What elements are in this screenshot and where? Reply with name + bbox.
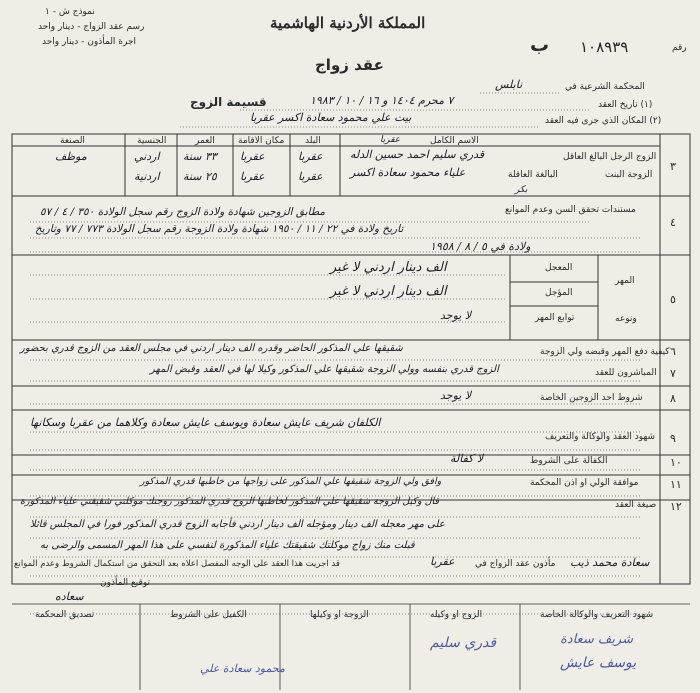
- contract-place-label: (٢) المكان الذي جرى فيه العقد: [545, 116, 662, 126]
- contract-date-value: ٧ محرم ١٤٠٤ و ١٦ / ١٠ / ١٩٨٣: [310, 94, 454, 107]
- guarantor-label: الكفيل على الشروط: [170, 610, 247, 620]
- groom-residence: عقربا: [240, 150, 265, 163]
- header-age: العمر: [195, 136, 215, 146]
- kingdom-title: المملكة الأردنية الهاشمية: [270, 14, 426, 32]
- mazoun-place: عقربا: [430, 555, 455, 568]
- court-value: نابلس: [495, 78, 523, 91]
- groom-nationality: اردني: [134, 150, 160, 163]
- bride-residence: عقربا: [240, 170, 265, 183]
- bride-label-2: البالغة العاقلة: [508, 170, 558, 180]
- groom-age: ٣٣ سنة: [183, 150, 217, 163]
- row10-value: لا كفالة: [450, 452, 484, 465]
- groom-sign-label: الزوج او وكيله: [430, 610, 483, 620]
- court-label: المحكمة الشرعية في: [565, 82, 645, 92]
- witnesses-label: شهود التعريف والوكالة الخاصة: [540, 610, 654, 620]
- mazoun-sign-label: توقيع المأذون: [100, 578, 150, 588]
- fee-mazoun: اجرة المأذون - دينار واحد: [42, 37, 137, 47]
- row12-label: صيغة العقد: [615, 500, 657, 510]
- bride-status: بكر: [515, 185, 528, 195]
- bride-town: عقربا: [298, 170, 323, 183]
- row-number-6: ٦: [670, 345, 676, 358]
- deferred-value: الف دينار اردني لا غير: [330, 284, 447, 299]
- row-number-12: ١٢: [670, 500, 682, 513]
- row-number-8: ٨: [670, 392, 676, 405]
- row-number-11: ١١: [670, 478, 682, 491]
- bride-signature: محمود سعادة علي: [200, 662, 285, 675]
- contract-place-value: بيت علي محمود سعادة اكسر عقربا: [250, 111, 412, 124]
- mahr-type-label: ونوعه: [615, 314, 637, 324]
- form-number: نموذج ش - ١: [45, 7, 95, 17]
- deferred-label: المؤجل: [545, 288, 573, 298]
- row6-label: كيفية دفع المهر وقبضه ولي الزوجة: [540, 347, 670, 357]
- row7-label: المباشرون للعقد: [595, 368, 657, 378]
- sigha-line-2: على مهر معجله الف دينار ومؤجله الف دينار اردني فأجابه الزوج قدري المذكور فورا في المجلس قائلا: [30, 519, 445, 530]
- header-residence: مكان الاقامة: [238, 136, 285, 146]
- groom-profession: موظف: [55, 150, 87, 163]
- row9-label: شهود العقد والوكالة والتعريف: [545, 432, 656, 442]
- row-number-7: ٧: [670, 367, 676, 380]
- groom-signature: قدري سليم: [430, 635, 497, 651]
- header-nationality: الجنسية: [137, 136, 167, 146]
- bride-label: الزوجة البنت: [605, 170, 653, 180]
- row-number-3: ٣: [670, 160, 676, 173]
- row8-value: لا يوجد: [440, 389, 472, 402]
- documents-label: مستندات تحقق السن وعدم الموانع: [505, 205, 636, 215]
- bride-name: علياء محمود سعادة اكسر: [350, 166, 466, 179]
- bride-nationality: اردنية: [134, 170, 160, 183]
- groom-town: عقربا: [298, 150, 323, 163]
- header-fullname: الاسم الكامل: [430, 136, 479, 146]
- series-letter: ب: [530, 34, 550, 56]
- mazoun-name: سعادة محمد ذيب: [570, 556, 650, 569]
- row-number-4: ٤: [670, 216, 676, 229]
- mazoun-signature: سعاده: [55, 590, 84, 603]
- row-number-10: ١٠: [670, 456, 682, 469]
- documents-line-b: تاريخ ولادة في ٢٢ / ١١ / ١٩٥٠ شهادة ولادة الزوجة رقم سجل الولادة ٧٧٣ / ٧٧ وتاريخ: [35, 223, 404, 235]
- dowry-receipt-label: قسيمة الزوج: [190, 95, 267, 109]
- number-label: رقم: [672, 43, 687, 53]
- advance-value: الف دينار اردني لا غير: [330, 260, 447, 275]
- bride-age: ٢٥ سنة: [183, 170, 217, 183]
- fee-marriage: رسم عقد الزواج - دينار واحد: [38, 22, 145, 32]
- sigha-line-3: قبلت منك زواج موكلتك شقيقتك علياء المذكورة لنفسي على هذا المهر المسمى والرضى به: [40, 540, 415, 551]
- row9-value: الكلفان شريف عايش سعادة ويوسف عايش سعادة وكلاهما من عقربا وسكانها: [30, 416, 381, 429]
- place-note: عقربا: [380, 135, 401, 145]
- mazoun-text: مأذون عقد الزواج في: [475, 559, 556, 569]
- closing-statement: قد اجريت هذا العقد على الوجه المفصل اعلاه بعد التحقق من استكمال الشروط وعدم الموانع: [14, 559, 340, 569]
- groom-name: قدري سليم احمد حسين الدله: [350, 148, 485, 161]
- document-title: عقد زواج: [315, 56, 384, 74]
- row6-value: شقيقها علي المذكور الحاضر وقدره الف دينار اردني في مجلس العقد من الزوج قدري بحضور: [20, 343, 403, 354]
- witness1-signature: شريف سعادة: [560, 632, 633, 647]
- row-number-9: ٩: [670, 432, 676, 445]
- header-profession: الصنعة: [60, 136, 85, 146]
- row11-value: وافق ولي الزوجة شقيقها علي المذكور على زواجها من خاطبها قدري المذكور: [140, 476, 442, 487]
- row8-label: شروط احد الزوجين الخاصة: [540, 393, 643, 403]
- groom-label: الزوج الرجل البالغ العاقل: [563, 152, 657, 162]
- row12-value: قال وكيل الزوجة شقيقها علي المذكور لخاطبها الزوج قدري المذكور زوجتك موكلتي شقيقتي علياء المذكورة: [20, 496, 439, 507]
- row-number-5: ٥: [670, 293, 676, 306]
- serial-number: ١٠٨٩٣٩: [580, 38, 629, 56]
- documents-line-c: ولادة في ٥ / ٨ / ١٩٥٨: [430, 240, 531, 253]
- contract-date-label: (١) تاريخ العقد: [598, 100, 653, 110]
- row7-value: الزوج قدري بنفسه وولي الزوجة شقيقها علي المذكور وكيلا لها في العقد وقبض المهر: [150, 364, 499, 375]
- header-town: البلد: [305, 136, 321, 146]
- witness2-signature: يوسف عايش: [560, 655, 637, 671]
- extras-label: توابع المهر: [535, 313, 575, 323]
- mahr-label: المهر: [615, 276, 635, 286]
- court-seal-label: تصديق المحكمة: [35, 610, 95, 620]
- bride-sign-label: الزوجة او وكيلها: [310, 610, 369, 620]
- documents-line-a: مطابق الزوجين شهادة ولادة الزوج رقم سجل الولادة ٣٥٠ / ٤ / ٥٧: [40, 206, 326, 218]
- row11-label: موافقة الولي او اذن المحكمة: [530, 478, 639, 488]
- advance-label: المعجل: [545, 263, 573, 273]
- extras-value: لا يوجد: [440, 309, 472, 322]
- row10-label: الكفالة على الشروط: [530, 456, 608, 466]
